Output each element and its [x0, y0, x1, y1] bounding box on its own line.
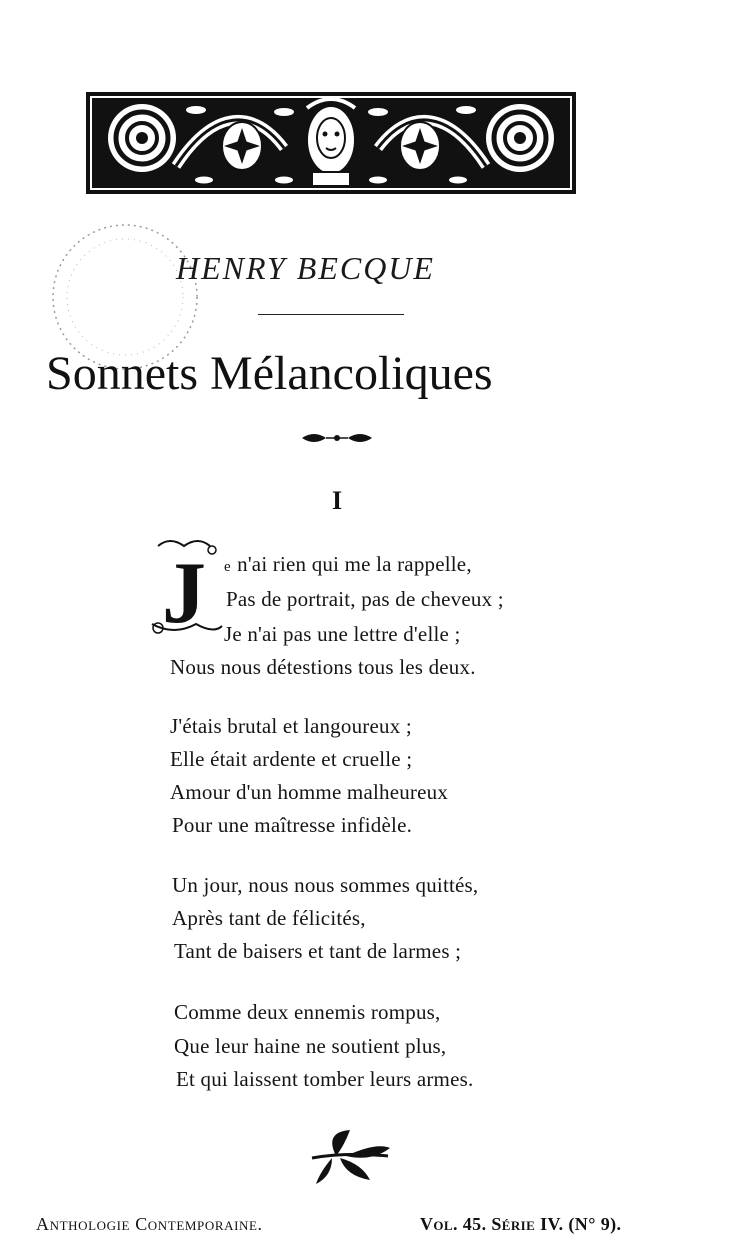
- poem-line: Pour une maîtresse infidèle.: [172, 813, 413, 837]
- poem-line: Comme deux ennemis rompus,: [174, 1000, 441, 1024]
- poem-line: Nous nous détestions tous les deux.: [170, 655, 476, 679]
- drop-cap-letter: [144, 536, 224, 640]
- fleuron-icon: [300, 428, 374, 448]
- poem-line: J'étais brutal et langoureux ;: [170, 714, 412, 738]
- poem-line: e n'ai rien qui me la rappelle,: [224, 552, 472, 576]
- footer-serie-label: Série: [491, 1214, 536, 1234]
- poem-line: Que leur haine ne soutient plus,: [174, 1034, 447, 1058]
- footer-issue-number: (N° 9).: [568, 1214, 622, 1234]
- poem-line: Amour d'un homme malheureux: [170, 780, 449, 804]
- poem-line: Elle était ardente et cruelle ;: [170, 747, 413, 771]
- title-divider: [258, 314, 404, 315]
- svg-text:J: J: [162, 545, 206, 640]
- poem-line: Après tant de félicités,: [172, 906, 366, 930]
- ornamental-headpiece-icon: [84, 88, 578, 198]
- poem-line: Un jour, nous nous sommes quittés,: [172, 873, 479, 897]
- poem-line: Tant de baisers et tant de larmes ;: [174, 939, 462, 963]
- poem-line: Et qui laissent tomber leurs armes.: [176, 1067, 474, 1091]
- footer-publication: Anthologie Contemporaine.: [36, 1214, 263, 1234]
- poem-line: Pas de portrait, pas de cheveux ;: [226, 587, 504, 611]
- author-name: HENRY BECQUE: [176, 250, 435, 286]
- footer-serie-number: IV.: [540, 1214, 564, 1234]
- poem-line: Je n'ai pas une lettre d'elle ;: [224, 622, 461, 646]
- leaf-tailpiece-icon: [306, 1128, 392, 1186]
- section-numeral: I: [332, 486, 343, 515]
- poem-collection-title: Sonnets Mélancoliques: [46, 347, 493, 400]
- footer-volume: Vol. 45.: [420, 1214, 487, 1234]
- footer-volume-info: [420, 1214, 621, 1235]
